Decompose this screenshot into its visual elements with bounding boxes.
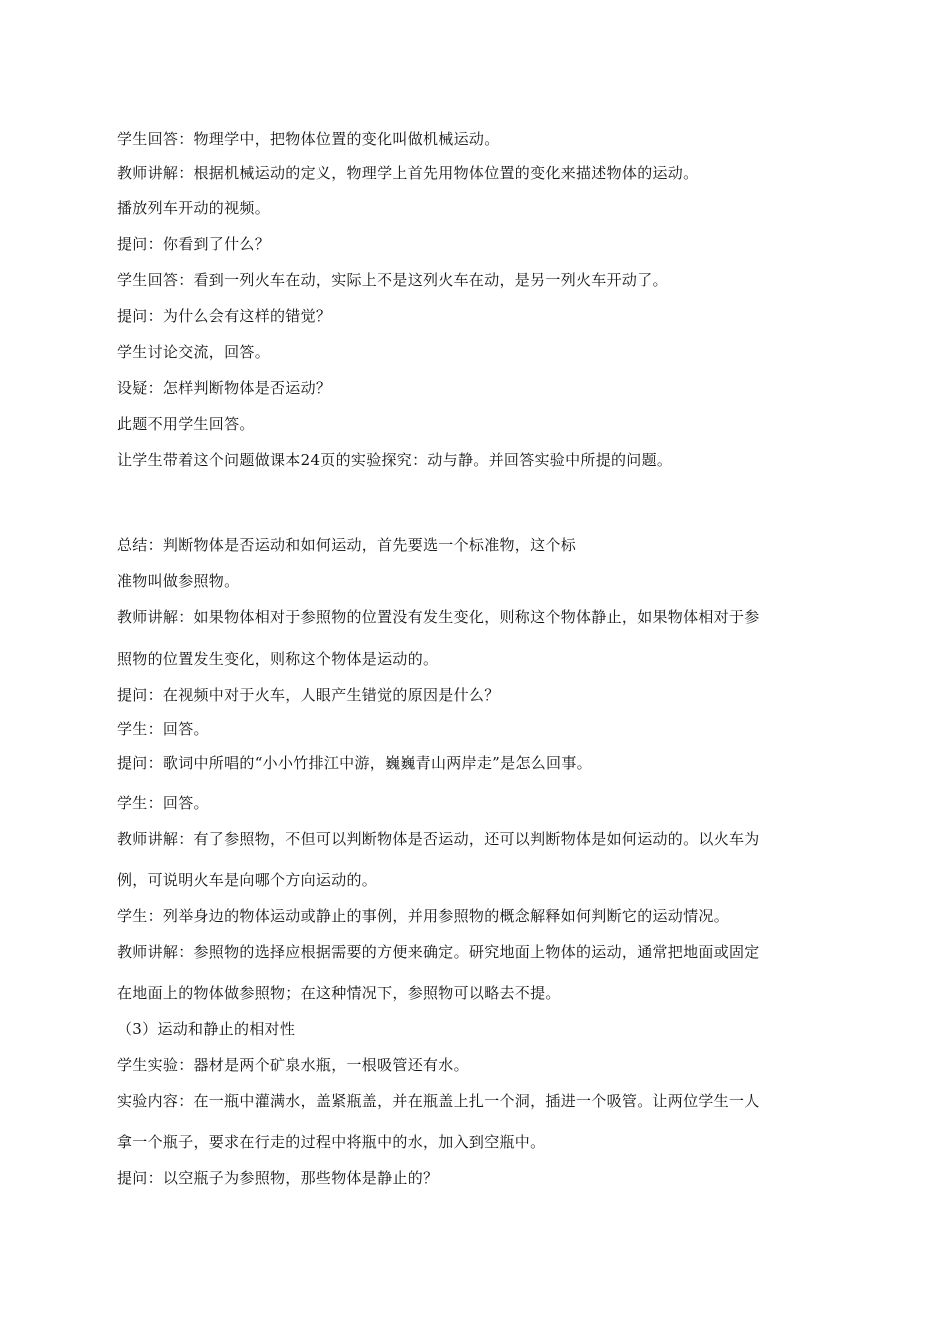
paragraph-line: 例，可说明火车是向哪个方向运动的。: [117, 871, 378, 889]
paragraph-line: 学生讨论交流，回答。: [117, 343, 271, 361]
paragraph-line: 教师讲解：参照物的选择应根据需要的方便来确定。研究地面上物体的运动，通常把地面或固定: [117, 943, 760, 961]
paragraph-line: 提问：你看到了什么？: [117, 235, 271, 253]
paragraph-line: 学生回答：看到一列火车在动，实际上不是这列火车在动，是另一列火车开动了。: [117, 271, 668, 289]
paragraph-line: 学生：回答。: [117, 720, 209, 738]
paragraph-line: 拿一个瓶子，要求在行走的过程中将瓶中的水，加入到空瓶中。: [117, 1133, 546, 1151]
paragraph-line: 教师讲解：如果物体相对于参照物的位置没有发生变化，则称这个物体静止，如果物体相对于参: [117, 608, 760, 626]
paragraph-line: 学生：列举身边的物体运动或静止的事例，并用参照物的概念解释如何判断它的运动情况。: [117, 907, 730, 925]
paragraph-line: 提问：以空瓶子为参照物，那些物体是静止的？: [117, 1169, 439, 1187]
paragraph-line: 教师讲解：根据机械运动的定义，物理学上首先用物体位置的变化来描述物体的运动。: [117, 164, 699, 182]
paragraph-line: 让学生带着这个问题做课本24页的实验探究：动与静。并回答实验中所提的问题。: [117, 451, 673, 469]
paragraph-line: 提问：在视频中对于火车，人眼产生错觉的原因是什么？: [117, 686, 500, 704]
paragraph-line: 学生：回答。: [117, 794, 209, 812]
paragraph-line: 提问：为什么会有这样的错觉？: [117, 307, 332, 325]
paragraph-line: 提问：歌词中所唱的“小小竹排江中游，巍巍青山两岸走”是怎么回事。: [117, 754, 592, 772]
paragraph-line: 照物的位置发生变化，则称这个物体是运动的。: [117, 650, 439, 668]
paragraph-line: 实验内容：在一瓶中灌满水，盖紧瓶盖，并在瓶盖上扎一个洞，插进一个吸管。让两位学生一人: [117, 1092, 760, 1110]
paragraph-line: 学生回答：物理学中，把物体位置的变化叫做机械运动。: [117, 130, 500, 148]
paragraph-line: 在地面上的物体做参照物；在这种情况下，参照物可以略去不提。: [117, 984, 561, 1002]
paragraph-line: 此题不用学生回答。: [117, 415, 255, 433]
paragraph-line: 播放列车开动的视频。: [117, 199, 271, 217]
paragraph-line: 教师讲解：有了参照物，不但可以判断物体是否运动，还可以判断物体是如何运动的。以火车为: [117, 830, 760, 848]
section-heading: （3）运动和静止的相对性: [117, 1020, 296, 1038]
paragraph-line: 学生实验：器材是两个矿泉水瓶，一根吸管还有水。: [117, 1056, 469, 1074]
paragraph-line: 准物叫做参照物。: [117, 572, 240, 590]
paragraph-line: 设疑：怎样判断物体是否运动？: [117, 379, 332, 397]
paragraph-line: 总结：判断物体是否运动和如何运动，首先要选一个标准物，这个标: [117, 536, 577, 554]
